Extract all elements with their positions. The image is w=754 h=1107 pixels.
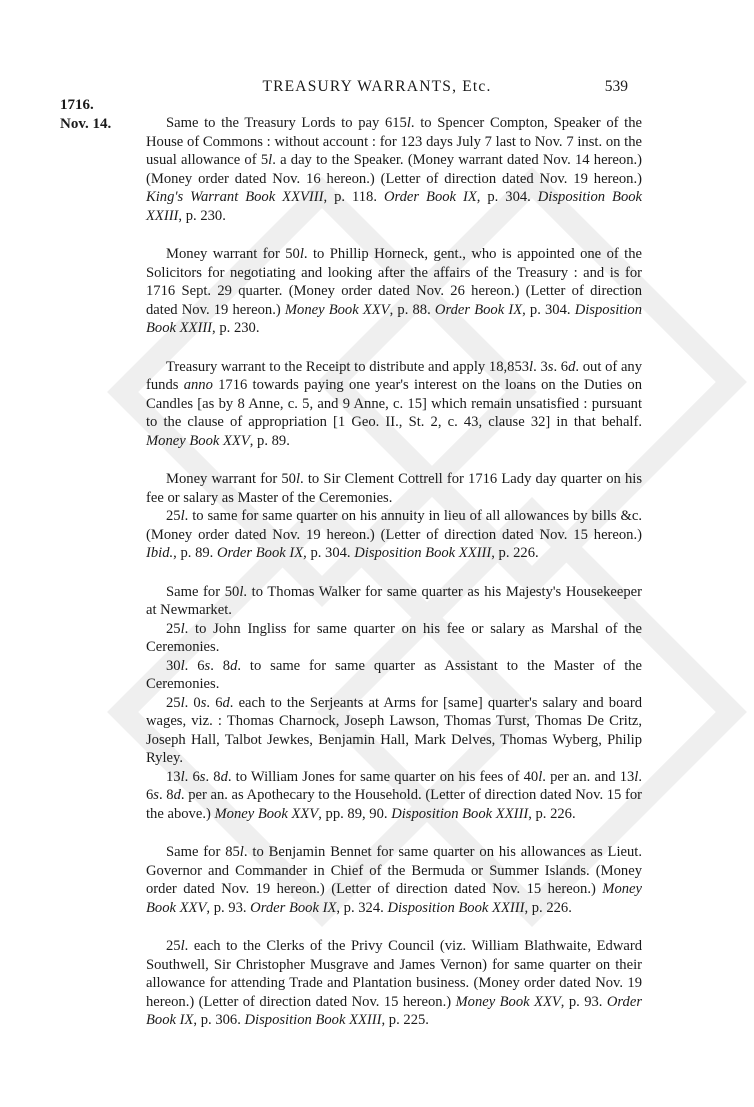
text-run: , p. 226.: [491, 545, 539, 561]
text-run: , pp. 89, 90.: [318, 805, 392, 822]
italic-text: Order Book IX: [216, 545, 304, 561]
text-run: , p. 89.: [249, 432, 290, 449]
italic-text: Money Book XXV: [146, 432, 250, 449]
italic-text: l: [538, 768, 543, 785]
warrant-entry: [146, 470, 642, 563]
text-run: 25: [166, 694, 181, 711]
text-run: . to Sir Clement Cottrell for 1716 Lady day quarter on his fee or salary as Master of the Ceremonies.: [146, 471, 643, 506]
italic-text: l: [529, 358, 534, 375]
text-run: Money warrant for 50: [166, 471, 296, 487]
warrant-entry: [146, 937, 642, 1030]
text-run: . out of any funds: [146, 358, 643, 393]
text-run: . each to the Serjeants at Arms for [same] quarter's salary and board wages, viz. : Thomas Charnock, Joseph Lawson, Thomas Turst, Thomas De Critz, Joseph Hall, Talbot Jewkes, Benjamin Hall, Mark Delves, Thomas Wyberg, Philip Ryley.: [146, 694, 643, 766]
warrant-entry: [146, 114, 642, 225]
italic-text: d: [568, 358, 576, 375]
text-run: , p. 324.: [336, 899, 388, 916]
italic-text: Disposition Book XXIII: [391, 805, 529, 822]
italic-text: Money Book XXV: [146, 881, 642, 916]
italic-text: Order Book IX: [146, 993, 643, 1028]
text-run: Treasury warrant to the Receipt to distribute and apply 18,853: [166, 358, 530, 375]
text-run: , p. 226.: [524, 899, 572, 916]
text-run: . 6: [184, 768, 200, 785]
entry-paragraph: [146, 620, 642, 657]
text-run: 30: [166, 657, 181, 674]
text-run: . to William Jones for same quarter on his fees of 40: [227, 768, 539, 785]
italic-text: Ibid.: [146, 545, 174, 561]
margin-date: [60, 96, 111, 134]
entry-paragraph: [146, 768, 642, 824]
text-run: Same for 50: [166, 583, 240, 600]
italic-text: Disposition Book XXIII: [244, 1012, 382, 1028]
text-run: , p. 93.: [560, 993, 607, 1010]
italic-text: s: [153, 787, 159, 803]
page-number: 539: [604, 78, 628, 95]
italic-text: l: [180, 938, 185, 954]
text-run: , p. 225.: [381, 1012, 429, 1028]
italic-text: l: [299, 246, 304, 262]
entry-paragraph: [146, 657, 642, 694]
italic-text: l: [180, 694, 185, 711]
text-run: . 8: [210, 657, 231, 674]
running-title: TREASURY WARRANTS, Etc.: [262, 78, 492, 95]
italic-text: King's Warrant Book XXVIII: [146, 189, 324, 205]
document-body: [146, 114, 642, 1050]
italic-text: d: [173, 787, 181, 803]
italic-text: l: [180, 657, 185, 674]
italic-text: anno: [183, 377, 213, 393]
text-run: . 6: [553, 358, 569, 375]
text-run: . 6: [184, 657, 205, 674]
text-run: . per an. and 13: [542, 768, 635, 785]
text-run: , p. 88.: [389, 301, 435, 318]
warrant-entry: [146, 583, 642, 824]
text-run: . 6: [146, 768, 643, 803]
italic-text: l: [406, 115, 411, 131]
italic-text: l: [180, 508, 185, 524]
italic-text: Money Book XXV: [284, 301, 390, 318]
italic-text: l: [239, 844, 244, 860]
text-run: . 8: [205, 768, 221, 785]
text-run: , p. 306.: [193, 1012, 245, 1028]
text-run: , p. 230.: [212, 320, 260, 336]
entry-paragraph: [146, 507, 642, 563]
text-run: , p. 304.: [303, 545, 355, 561]
text-run: 25: [166, 508, 181, 524]
text-run: . to Benjamin Bennet for same quarter on his allowances as Lieut. Governor and Commander in Chief of the Bermuda or Summer Islands. (Money order dated Nov. 19 hereon.) (Letter of direction dated Nov. 15 hereon.): [146, 844, 642, 897]
text-run: Money warrant for 50: [166, 246, 300, 262]
text-run: 25: [166, 938, 181, 954]
text-run: 1716 towards paying one year's interest on the loans on the Duties on Candles [as by 8 Anne, c. 5, and 9 Anne, c. 15] which remain unsatisfied : pursuant to the clause of appropriation [1 Geo. II., St. 2, c. 43, clause 32] in that behalf.: [146, 377, 642, 430]
italic-text: d: [220, 768, 228, 785]
warrant-entry: [146, 358, 642, 451]
text-run: 13: [166, 768, 181, 785]
margin-day: Nov. 14.: [60, 116, 112, 132]
italic-text: d: [230, 657, 238, 674]
text-run: . to John Ingliss for same quarter on his fee or salary as Marshal of the Ceremonies.: [146, 620, 642, 655]
italic-text: s: [200, 694, 207, 711]
text-run: . to same for same quarter on his annuity in lieu of all allowances by bills &c. (Money order dated Nov. 19 hereon.) (Letter of direction dated Nov. 15 hereon.): [146, 508, 642, 543]
text-run: . to Phillip Horneck, gent., who is appointed one of the Solicitors for negotiating and looking after the affairs of the Treasury : and is for 1716 Sept. 29 quarter. (Money order dated Nov. 26 hereon.) (Letter of direction dated Nov. 19 hereon.): [146, 246, 643, 318]
italic-text: Order Book IX: [383, 189, 477, 205]
text-run: Same to the Treasury Lords to pay 615: [166, 115, 407, 131]
warrant-entry: [146, 843, 642, 917]
text-run: , p. 93.: [206, 899, 251, 916]
entry-paragraph: [146, 245, 642, 338]
margin-year: 1716.: [60, 97, 94, 113]
text-run: , p. 304.: [476, 189, 538, 205]
entry-paragraph: [146, 694, 642, 768]
text-run: Same for 85: [166, 844, 240, 860]
italic-text: l: [295, 471, 301, 487]
warrant-entry: [146, 245, 642, 338]
entry-paragraph: [146, 114, 642, 225]
text-run: . 0: [184, 694, 201, 711]
italic-text: s: [547, 358, 554, 375]
text-run: . 8: [158, 787, 174, 803]
italic-text: Money Book XXV: [214, 805, 319, 822]
text-run: . 3: [533, 358, 548, 375]
text-run: . a day to the Speaker. (Money warrant dated Nov. 14 hereon.) (Money order dated Nov. 16 hereon.) (Letter of direction dated Nov. 19 hereon.): [146, 152, 643, 187]
text-run: . to same for same quarter as Assistant to the Master of the Ceremonies.: [146, 657, 643, 692]
italic-text: l: [239, 583, 244, 600]
text-run: , p. 118.: [323, 189, 384, 205]
entry-paragraph: [146, 843, 642, 917]
entry-paragraph: [146, 358, 642, 451]
entry-paragraph: [146, 937, 642, 1030]
italic-text: Disposition Book XXIII: [387, 899, 525, 916]
italic-text: s: [204, 657, 211, 674]
italic-text: s: [199, 768, 206, 785]
text-run: , p. 226.: [528, 805, 576, 822]
italic-text: Order Book IX: [250, 899, 337, 916]
text-run: 25: [166, 620, 181, 637]
entry-paragraph: [146, 470, 642, 507]
entry-paragraph: [146, 583, 642, 620]
italic-text: Disposition Book XXIII: [146, 189, 643, 224]
italic-text: d: [222, 694, 230, 711]
italic-text: Disposition Book XXIII: [354, 545, 492, 561]
text-run: , p. 304.: [522, 301, 575, 318]
italic-text: l: [180, 620, 185, 637]
italic-text: l: [634, 768, 639, 785]
text-run: , p. 230.: [178, 207, 226, 224]
italic-text: l: [268, 152, 273, 168]
italic-text: l: [180, 768, 185, 785]
italic-text: Disposition Book XXIII: [146, 301, 643, 336]
text-run: . to Thomas Walker for same quarter as his Majesty's Housekeeper at Newmarket.: [146, 583, 642, 618]
text-run: . per an. as Apothecary to the Household. (Letter of direction dated Nov. 15 for the above.): [146, 787, 643, 822]
italic-text: Order Book IX: [434, 301, 523, 318]
page-header: [0, 78, 754, 98]
text-run: . each to the Clerks of the Privy Council (viz. William Blathwaite, Edward Southwell, Sir Christopher Musgrave and James Vernon) for same quarter on their allowance for attending Trade and Plantation business. (Money order dated Nov. 19 hereon.) (Letter of direction dated Nov. 15 hereon.): [146, 938, 642, 1010]
italic-text: Money Book XXV: [455, 993, 561, 1010]
text-run: , p. 89.: [173, 545, 217, 561]
text-run: . 6: [206, 694, 223, 711]
text-run: . to Spencer Compton, Speaker of the House of Commons : without account : for 123 days July 7 last to Nov. 7 inst. on the usual allowance of 5: [146, 115, 643, 168]
